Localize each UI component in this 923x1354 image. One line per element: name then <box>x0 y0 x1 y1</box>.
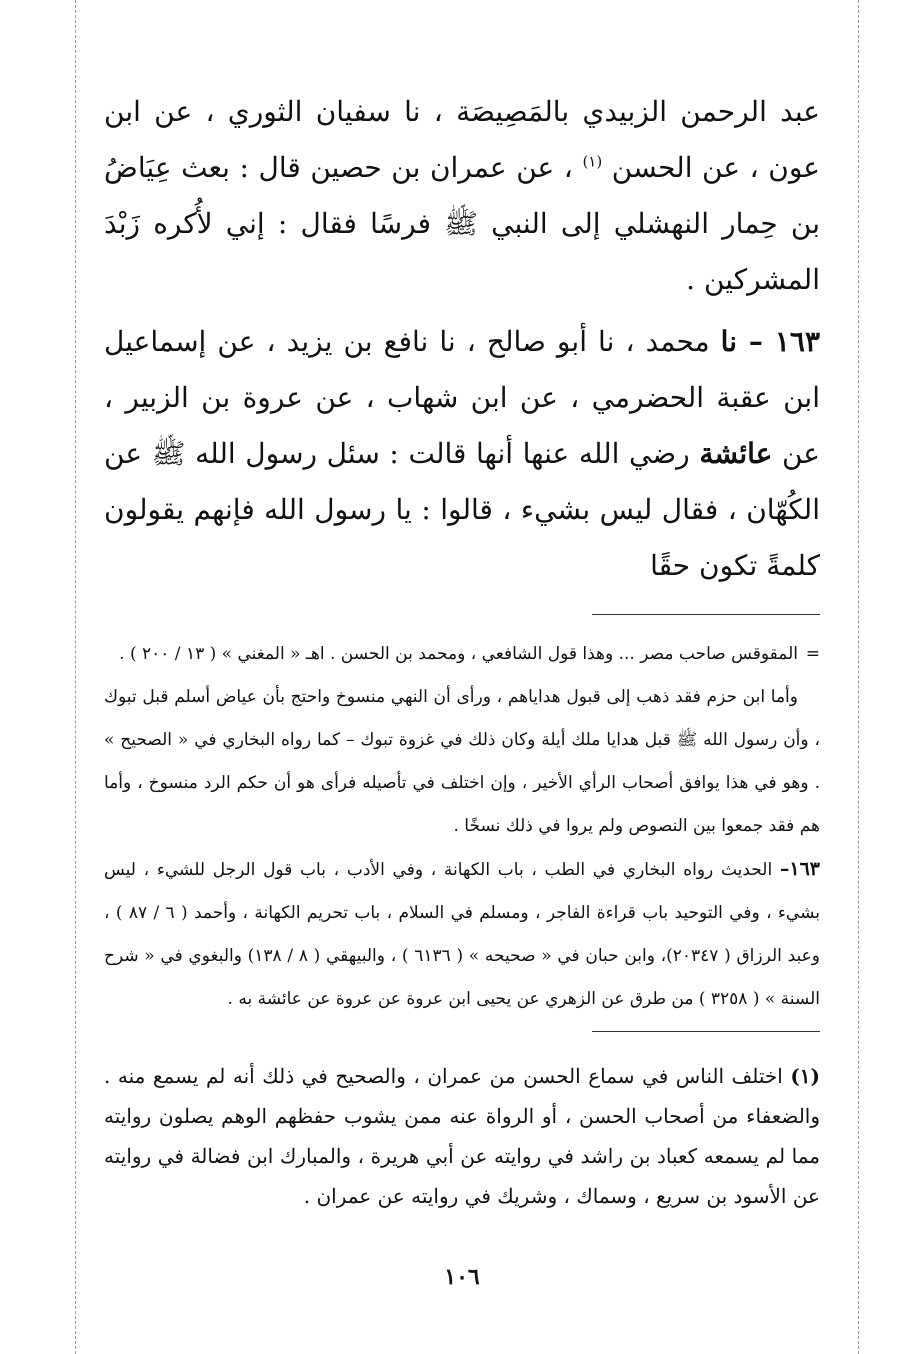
footnote-ref[interactable]: (١) <box>582 152 603 171</box>
commentary-notes <box>104 633 820 1021</box>
continuation-mark: = <box>805 644 820 664</box>
continuation-text: المقوقس صاحب مصر ... وهذا قول الشافعي ، ومحمد بن الحسن . اهـ « المغني » ( ١٣ / ٢٠٠ ) . <box>119 644 798 664</box>
footnote-text: اختلف الناس في سماع الحسن من عمران ، والصحيح في ذلك أنه لم يسمع منه . والضعفاء من أصحاب الحسن ، أو الرواة عنه ممن يشوب حفظهم الوهم يصلون روايته مما لم يسمعه كعباد بن راشد في روايته عن أبي هريرة ، والمبارك ابن فضالة في روايته عن الأسود بن سريع ، وسماك ، وشريك في روايته عن عمران . <box>104 1064 820 1208</box>
footnote-separator <box>592 1031 820 1032</box>
footnote-1 <box>104 1056 820 1216</box>
page-number: ١٠٦ <box>444 1264 480 1290</box>
document-page <box>104 84 820 1324</box>
para1-text-b: ، عن عمران بن حصين قال : بعث عِيَاضُ بن حِمار النهشلي إلى النبي ﷺ فرسًا فقال : إني لأُكره زَبْدَ المشركين . <box>104 151 820 296</box>
main-paragraph-1 <box>104 84 820 308</box>
footnote-number: (١) <box>790 1064 820 1088</box>
main-text <box>104 84 820 594</box>
left-guide-line <box>75 0 76 1354</box>
note-163-text: الحديث رواه البخاري في الطب ، باب الكهانة ، وفي الأدب ، باب قول الرجل للشيء ، ليس بشيء ، وفي التوحيد باب قراءة الفاجر ، ومسلم في السلام ، باب تحريم الكهانة ، وأحمد ( ٦ / ٨٧ ) ، وعبد الرزاق ( ٢٠٣٤٧)، وابن حبان في « صحيحه » ( ٦١٣٦ ) ، والبيهقي ( ٨ / ١٣٨) والبغوي في « شرح السنة » ( ٣٢٥٨ ) من طرق عن الزهري عن يحيى ابن عروة عن عروة عن عائشة به . <box>104 860 820 1009</box>
note-number: ١٦٣– <box>779 858 820 880</box>
para2-text-a: محمد ، نا أبو صالح ، نا نافع بن يزيد ، عن إسماعيل ابن عقبة الحضرمي ، عن ابن شهاب ، عن عروة بن الزبير ، عن <box>104 325 821 470</box>
hadith-number: ١٦٣ – نا <box>720 325 821 358</box>
note-continuation <box>104 633 820 676</box>
right-guide-line <box>858 0 859 1354</box>
main-paragraph-2 <box>104 314 820 594</box>
note-ibn-hazm: وأما ابن حزم فقد ذهب إلى قبول هداياهم ، ورأى أن النهي منسوخ واحتج بأن عياض أسلم قبل تبوك ، وأن رسول الله ﷺ قبل هدايا ملك أيلة وكان ذلك في غزوة تبوك – كما رواه البخاري في « الصحيح » . وهو في هذا يوافق أصحاب الرأي الأخير ، وإن اختلف في تأصيله فرأى هو أن حكم الرد منسوخ ، وأما هم فقد جمعوا بين النصوص ولم يروا في ذلك نسخًا . <box>104 687 820 836</box>
note-hadith-163 <box>104 848 820 1021</box>
para1-text-a: عبد الرحمن الزبيدي بالمَصِيصَة ، نا سفيان الثوري ، عن ابن عون ، عن الحسن <box>104 95 820 184</box>
para2-text-b: رضي الله عنها أنها قالت : سئل رسول الله ﷺ عن الكُهّان ، فقال ليس بشيء ، قالوا : يا رسول الله فإنهم يقولون كلمةً تكون حقًا <box>104 437 820 582</box>
footnotes <box>104 1056 820 1216</box>
narrator-name: عائشة <box>699 437 773 470</box>
notes-separator <box>592 614 820 615</box>
